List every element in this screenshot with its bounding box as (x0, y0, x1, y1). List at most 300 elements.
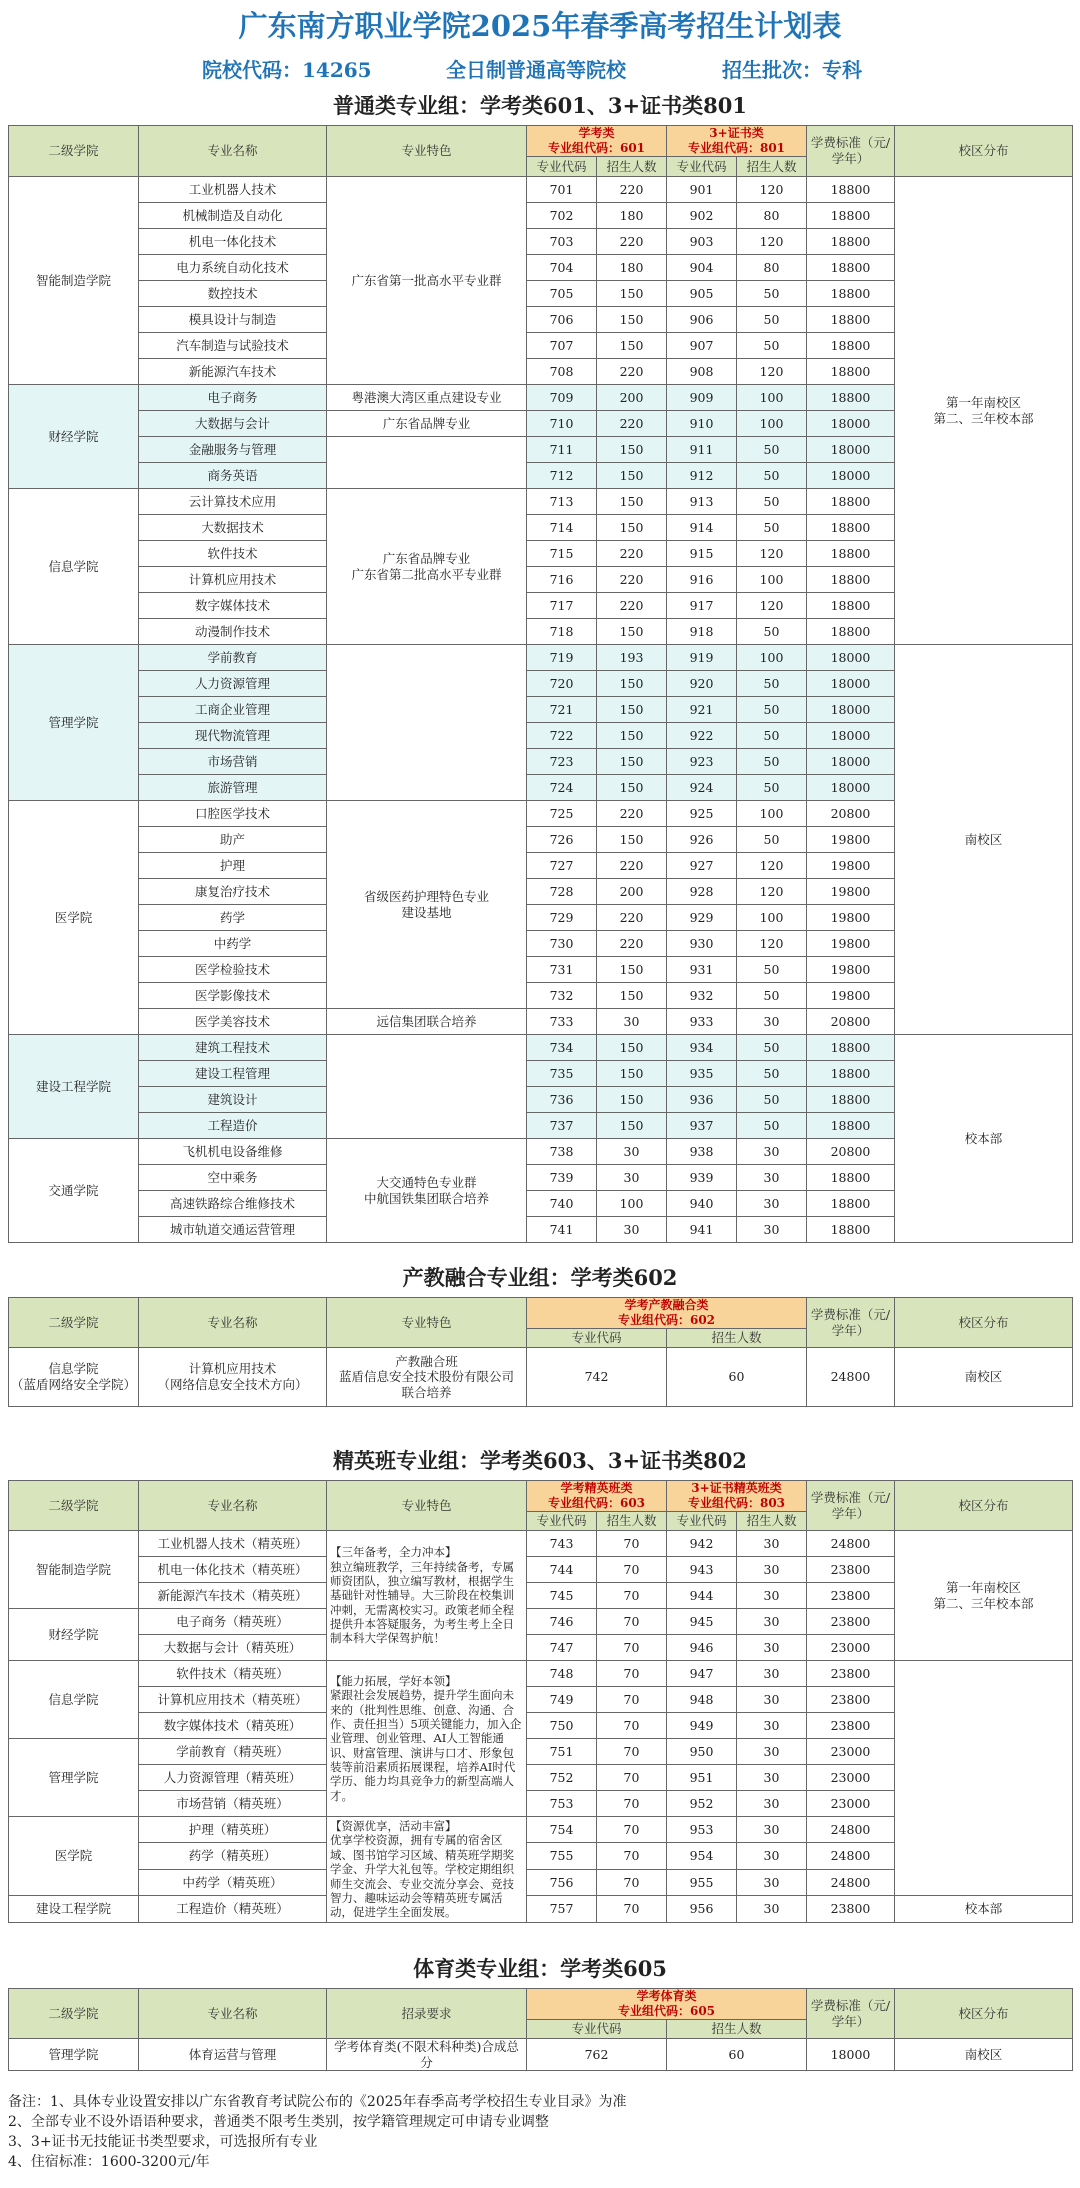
major-code: 754 (527, 1817, 597, 1843)
major-name: 大数据技术 (139, 515, 327, 541)
major-code: 747 (527, 1635, 597, 1661)
table-row (9, 1661, 1073, 1687)
enroll-count: 30 (597, 1139, 667, 1165)
tuition: 18800 (807, 229, 895, 255)
enroll-count: 70 (597, 1739, 667, 1765)
major-name: 机电一体化技术（精英班） (139, 1557, 327, 1583)
enroll-count: 150 (597, 957, 667, 983)
enroll-count: 70 (597, 1896, 667, 1922)
page-title: 广东南方职业学院2025年春季高考招生计划表 (238, 9, 842, 43)
major-code: 729 (527, 905, 597, 931)
enroll-count: 150 (597, 749, 667, 775)
major-code: 915 (667, 541, 737, 567)
enroll-count: 70 (597, 1817, 667, 1843)
tuition: 18800 (807, 541, 895, 567)
college-cell: 信息学院 （蓝盾网络安全学院） (9, 1348, 139, 1407)
major-feature: 【资源优享，活动丰富】 优享学校资源，拥有专属的宿舍区域、图书馆学习区域、精英班学期奖学金、升学大礼包等。学校定期组织师生交流会、专业交流分享会、竞技智力、趣味运动会等精英班专属活动，促进学生全面发展。 (327, 1817, 527, 1923)
college-cell: 财经学院 (9, 1609, 139, 1661)
major-require: 学考体育类(不限术科种类)合成总分 (327, 2039, 527, 2071)
major-code: 936 (667, 1087, 737, 1113)
college-cell: 管理学院 (9, 2039, 139, 2071)
tuition: 23000 (807, 1739, 895, 1765)
major-feature: 粤港澳大湾区重点建设专业 (327, 385, 527, 411)
enroll-count: 30 (737, 1843, 807, 1869)
college-cell: 信息学院 (9, 489, 139, 645)
enroll-count: 150 (597, 1087, 667, 1113)
major-name: 市场营销 (139, 749, 327, 775)
major-name: 人力资源管理（精英班） (139, 1765, 327, 1791)
enroll-count: 150 (597, 1113, 667, 1139)
major-code: 918 (667, 619, 737, 645)
col-header-count: 招生人数 (737, 1512, 807, 1531)
enroll-count: 50 (737, 671, 807, 697)
enroll-count: 150 (597, 827, 667, 853)
major-name: 医学美容技术 (139, 1009, 327, 1035)
major-code: 716 (527, 567, 597, 593)
major-code: 703 (527, 229, 597, 255)
enroll-count: 220 (597, 411, 667, 437)
enroll-count: 220 (597, 931, 667, 957)
tuition: 23800 (807, 1557, 895, 1583)
major-name: 助产 (139, 827, 327, 853)
col-header-count: 招生人数 (667, 2020, 807, 2039)
enroll-count: 30 (597, 1217, 667, 1243)
enroll-count: 50 (737, 307, 807, 333)
tuition: 23000 (807, 1635, 895, 1661)
table-industry (8, 1297, 1073, 1407)
major-name: 大数据与会计 (139, 411, 327, 437)
col-header-code: 专业代码 (527, 157, 597, 177)
enroll-count: 30 (737, 1217, 807, 1243)
major-code: 736 (527, 1087, 597, 1113)
table-row (9, 1035, 1073, 1061)
major-code: 750 (527, 1713, 597, 1739)
enroll-count: 50 (737, 1087, 807, 1113)
major-name: 建设工程管理 (139, 1061, 327, 1087)
college-cell: 建设工程学院 (9, 1896, 139, 1922)
major-name: 护理 (139, 853, 327, 879)
enroll-count: 150 (597, 281, 667, 307)
col-header-code: 专业代码 (667, 157, 737, 177)
major-name: 商务英语 (139, 463, 327, 489)
major-feature (327, 1035, 527, 1139)
enroll-count: 60 (667, 2039, 807, 2071)
enroll-batch: 招生批次：专科 (722, 58, 862, 82)
col-header-campus: 校区分布 (895, 1989, 1073, 2039)
major-code: 938 (667, 1139, 737, 1165)
major-feature (327, 645, 527, 801)
major-name: 电力系统自动化技术 (139, 255, 327, 281)
major-code: 955 (667, 1869, 737, 1895)
major-code: 704 (527, 255, 597, 281)
section3-heading: 精英班专业组：学考类603、3+证书类802 (333, 1448, 747, 1473)
major-code: 941 (667, 1217, 737, 1243)
enroll-count: 150 (597, 723, 667, 749)
major-feature: 【三年备考，全力冲本】 独立编班教学，三年持续备考，专属师资团队，独立编写教材，根据学生基础针对性辅导。大三阶段在校集训冲刺，无需离校实习。政策老师全程提供升本答疑服务，为考生考上全日制本科大学保驾护航！ (327, 1531, 527, 1661)
tuition: 23800 (807, 1609, 895, 1635)
major-name: 数字媒体技术 (139, 593, 327, 619)
major-feature: 产教融合班 蓝盾信息安全技术股份有限公司 联合培养 (327, 1348, 527, 1407)
enroll-count: 70 (597, 1765, 667, 1791)
major-code: 744 (527, 1557, 597, 1583)
major-name: 市场营销（精英班） (139, 1791, 327, 1817)
tuition: 18800 (807, 1191, 895, 1217)
major-code: 948 (667, 1687, 737, 1713)
major-code: 908 (667, 359, 737, 385)
enroll-count: 120 (737, 359, 807, 385)
major-name: 飞机机电设备维修 (139, 1139, 327, 1165)
tuition: 18800 (807, 1087, 895, 1113)
col-header-fee: 学费标准（元/学年） (807, 126, 895, 177)
table-ordinary (8, 125, 1073, 1243)
enroll-count: 150 (597, 489, 667, 515)
table-row (9, 177, 1073, 203)
group-header-601: 学考类 专业组代码：601 (527, 126, 667, 157)
school-info (0, 52, 1080, 88)
enroll-count: 50 (737, 281, 807, 307)
major-name: 工业机器人技术 (139, 177, 327, 203)
tuition: 18000 (807, 697, 895, 723)
major-code: 742 (527, 1348, 667, 1407)
campus-cell: 校本部 (895, 1035, 1073, 1243)
tuition: 18800 (807, 255, 895, 281)
tuition: 18800 (807, 307, 895, 333)
col-header-campus: 校区分布 (895, 1298, 1073, 1348)
enroll-count: 120 (737, 541, 807, 567)
enroll-count: 180 (597, 203, 667, 229)
tuition: 18000 (807, 2039, 895, 2071)
major-code: 954 (667, 1843, 737, 1869)
enroll-count: 30 (737, 1191, 807, 1217)
tuition: 20800 (807, 1139, 895, 1165)
major-name: 城市轨道交通运营管理 (139, 1217, 327, 1243)
major-code: 906 (667, 307, 737, 333)
major-code: 922 (667, 723, 737, 749)
tuition: 18000 (807, 463, 895, 489)
college-cell: 医学院 (9, 1817, 139, 1896)
major-code: 940 (667, 1191, 737, 1217)
tuition: 20800 (807, 801, 895, 827)
major-code: 937 (667, 1113, 737, 1139)
enroll-count: 70 (597, 1635, 667, 1661)
major-name: 口腔医学技术 (139, 801, 327, 827)
major-code: 739 (527, 1165, 597, 1191)
campus-cell: 南校区 (895, 645, 1073, 1035)
tuition: 23800 (807, 1687, 895, 1713)
major-code: 740 (527, 1191, 597, 1217)
major-code: 944 (667, 1583, 737, 1609)
enroll-count: 150 (597, 775, 667, 801)
enroll-count: 50 (737, 515, 807, 541)
enroll-count: 220 (597, 905, 667, 931)
col-header-code: 专业代码 (667, 1512, 737, 1531)
major-code: 913 (667, 489, 737, 515)
major-name: 电子商务 (139, 385, 327, 411)
table-row (9, 1896, 1073, 1922)
major-code: 901 (667, 177, 737, 203)
major-code: 749 (527, 1687, 597, 1713)
tuition: 23000 (807, 1765, 895, 1791)
enroll-count: 70 (597, 1713, 667, 1739)
enroll-count: 50 (737, 983, 807, 1009)
enroll-count: 220 (597, 593, 667, 619)
enroll-count: 30 (737, 1765, 807, 1791)
enroll-count: 30 (737, 1869, 807, 1895)
enroll-count: 50 (737, 723, 807, 749)
tuition: 18800 (807, 593, 895, 619)
major-code: 904 (667, 255, 737, 281)
major-code: 732 (527, 983, 597, 1009)
note-line: 4、住宿标准：1600-3200元/年 (8, 2154, 210, 2170)
major-name: 机电一体化技术 (139, 229, 327, 255)
enroll-count: 100 (737, 385, 807, 411)
major-name: 数控技术 (139, 281, 327, 307)
enroll-count: 220 (597, 853, 667, 879)
major-code: 923 (667, 749, 737, 775)
major-code: 925 (667, 801, 737, 827)
col-header-count: 招生人数 (597, 1512, 667, 1531)
major-name: 工程造价 (139, 1113, 327, 1139)
col-header-campus: 校区分布 (895, 1481, 1073, 1531)
major-name: 中药学 (139, 931, 327, 957)
major-code: 916 (667, 567, 737, 593)
campus-cell: 第一年南校区 第二、三年校本部 (895, 177, 1073, 645)
major-code: 926 (667, 827, 737, 853)
tuition: 18000 (807, 775, 895, 801)
major-name: 机械制造及自动化 (139, 203, 327, 229)
enroll-count: 30 (737, 1609, 807, 1635)
major-name: 药学 (139, 905, 327, 931)
major-code: 751 (527, 1739, 597, 1765)
major-code: 934 (667, 1035, 737, 1061)
major-name: 现代物流管理 (139, 723, 327, 749)
col-header-major: 专业名称 (139, 1989, 327, 2039)
enroll-count: 220 (597, 801, 667, 827)
major-code: 920 (667, 671, 737, 697)
campus-cell (895, 1661, 1073, 1896)
enroll-count: 30 (737, 1531, 807, 1557)
table-row (9, 645, 1073, 671)
tuition: 19800 (807, 983, 895, 1009)
major-code: 702 (527, 203, 597, 229)
major-code: 952 (667, 1791, 737, 1817)
college-cell: 管理学院 (9, 645, 139, 801)
major-code: 929 (667, 905, 737, 931)
tuition: 23800 (807, 1896, 895, 1922)
major-name: 中药学（精英班） (139, 1869, 327, 1895)
major-name: 云计算技术应用 (139, 489, 327, 515)
enroll-count: 30 (597, 1009, 667, 1035)
col-header-college: 二级学院 (9, 1298, 139, 1348)
major-code: 914 (667, 515, 737, 541)
major-code: 753 (527, 1791, 597, 1817)
tuition: 18800 (807, 385, 895, 411)
tuition: 18800 (807, 359, 895, 385)
col-header-fee: 学费标准（元/学年） (807, 1989, 895, 2039)
major-feature: 广东省品牌专业 广东省第二批高水平专业群 (327, 489, 527, 645)
col-header-code: 专业代码 (527, 1329, 667, 1348)
note-line: 备注：1、具体专业设置安排以广东省教育考试院公布的《2025年春季高考学校招生专业目录》为准 (8, 2094, 627, 2110)
enroll-count: 30 (737, 1817, 807, 1843)
col-header-college: 二级学院 (9, 1989, 139, 2039)
group-header-801: 3+证书类 专业组代码：801 (667, 126, 807, 157)
enroll-count: 200 (597, 879, 667, 905)
col-header-campus: 校区分布 (895, 126, 1073, 177)
tuition: 23800 (807, 1713, 895, 1739)
major-code: 903 (667, 229, 737, 255)
tuition: 24800 (807, 1348, 895, 1407)
major-name: 工程造价（精英班） (139, 1896, 327, 1922)
major-code: 933 (667, 1009, 737, 1035)
major-name: 康复治疗技术 (139, 879, 327, 905)
school-type: 全日制普通高等院校 (446, 58, 626, 82)
major-name: 学前教育（精英班） (139, 1739, 327, 1765)
enroll-count: 50 (737, 827, 807, 853)
college-cell: 管理学院 (9, 1739, 139, 1817)
col-header-count: 招生人数 (597, 157, 667, 177)
major-name: 高速铁路综合维修技术 (139, 1191, 327, 1217)
enroll-count: 50 (737, 463, 807, 489)
enroll-count: 150 (597, 307, 667, 333)
tuition: 18800 (807, 619, 895, 645)
major-code: 705 (527, 281, 597, 307)
major-code: 912 (667, 463, 737, 489)
major-feature: 远信集团联合培养 (327, 1009, 527, 1035)
major-code: 907 (667, 333, 737, 359)
major-code: 917 (667, 593, 737, 619)
major-name: 医学检验技术 (139, 957, 327, 983)
school-code: 院校代码：14265 (202, 58, 372, 82)
col-header-count: 招生人数 (737, 157, 807, 177)
major-name: 建筑工程技术 (139, 1035, 327, 1061)
major-name: 新能源汽车技术 (139, 359, 327, 385)
tuition: 18800 (807, 1165, 895, 1191)
major-name: 护理（精英班） (139, 1817, 327, 1843)
enroll-count: 50 (737, 489, 807, 515)
enroll-count: 100 (597, 1191, 667, 1217)
major-name: 动漫制作技术 (139, 619, 327, 645)
major-code: 724 (527, 775, 597, 801)
tuition: 18800 (807, 1061, 895, 1087)
group-header-803: 3+证书精英班类 专业组代码：803 (667, 1481, 807, 1512)
enroll-count: 60 (667, 1348, 807, 1407)
enroll-count: 50 (737, 437, 807, 463)
tuition: 18800 (807, 515, 895, 541)
tuition: 24800 (807, 1531, 895, 1557)
major-code: 942 (667, 1531, 737, 1557)
col-header-fee: 学费标准（元/学年） (807, 1481, 895, 1531)
enroll-count: 50 (737, 775, 807, 801)
major-name: 人力资源管理 (139, 671, 327, 697)
enroll-count: 100 (737, 801, 807, 827)
enroll-count: 50 (737, 1061, 807, 1087)
major-name: 工商企业管理 (139, 697, 327, 723)
tuition: 18800 (807, 281, 895, 307)
enroll-count: 220 (597, 177, 667, 203)
major-code: 728 (527, 879, 597, 905)
tuition: 18000 (807, 411, 895, 437)
tuition: 19800 (807, 957, 895, 983)
major-code: 719 (527, 645, 597, 671)
major-name: 医学影像技术 (139, 983, 327, 1009)
major-code: 919 (667, 645, 737, 671)
major-code: 709 (527, 385, 597, 411)
major-feature: 大交通特色专业群 中航国铁集团联合培养 (327, 1139, 527, 1243)
col-header-major: 专业名称 (139, 126, 327, 177)
enroll-count: 120 (737, 593, 807, 619)
major-code: 735 (527, 1061, 597, 1087)
college-cell: 信息学院 (9, 1661, 139, 1739)
enroll-count: 100 (737, 567, 807, 593)
major-name: 建筑设计 (139, 1087, 327, 1113)
major-code: 717 (527, 593, 597, 619)
enroll-count: 120 (737, 229, 807, 255)
major-feature: 广东省品牌专业 (327, 411, 527, 437)
enroll-count: 50 (737, 749, 807, 775)
enroll-count: 150 (597, 515, 667, 541)
enroll-count: 30 (737, 1635, 807, 1661)
major-name: 新能源汽车技术（精英班） (139, 1583, 327, 1609)
enroll-count: 70 (597, 1557, 667, 1583)
campus-cell: 校本部 (895, 1896, 1073, 1922)
enroll-count: 70 (597, 1869, 667, 1895)
major-name: 体育运营与管理 (139, 2039, 327, 2071)
major-name: 计算机应用技术 (139, 567, 327, 593)
enroll-count: 30 (737, 1661, 807, 1687)
major-name: 计算机应用技术 （网络信息安全技术方向） (139, 1348, 327, 1407)
enroll-count: 200 (597, 385, 667, 411)
enroll-count: 50 (737, 619, 807, 645)
campus-cell: 第一年南校区 第二、三年校本部 (895, 1531, 1073, 1661)
tuition: 18800 (807, 567, 895, 593)
enroll-count: 220 (597, 229, 667, 255)
tuition: 18000 (807, 723, 895, 749)
major-name: 金融服务与管理 (139, 437, 327, 463)
major-code: 755 (527, 1843, 597, 1869)
major-code: 743 (527, 1531, 597, 1557)
enroll-count: 30 (737, 1713, 807, 1739)
enroll-count: 70 (597, 1609, 667, 1635)
table-elite (8, 1480, 1073, 1923)
major-code: 949 (667, 1713, 737, 1739)
major-code: 943 (667, 1557, 737, 1583)
enroll-count: 150 (597, 437, 667, 463)
tuition: 23800 (807, 1661, 895, 1687)
major-name: 空中乘务 (139, 1165, 327, 1191)
enroll-count: 30 (737, 1009, 807, 1035)
enroll-count: 70 (597, 1791, 667, 1817)
major-code: 757 (527, 1896, 597, 1922)
enroll-count: 50 (737, 957, 807, 983)
major-feature: 广东省第一批高水平专业群 (327, 177, 527, 385)
major-code: 928 (667, 879, 737, 905)
major-feature (327, 437, 527, 489)
enroll-count: 70 (597, 1687, 667, 1713)
enroll-count: 30 (597, 1165, 667, 1191)
tuition: 18000 (807, 671, 895, 697)
college-cell: 智能制造学院 (9, 1531, 139, 1609)
enroll-count: 150 (597, 1061, 667, 1087)
tuition: 19800 (807, 853, 895, 879)
major-code: 921 (667, 697, 737, 723)
col-header-major: 专业名称 (139, 1481, 327, 1531)
major-code: 730 (527, 931, 597, 957)
enroll-count: 150 (597, 619, 667, 645)
major-code: 713 (527, 489, 597, 515)
tuition: 18800 (807, 1217, 895, 1243)
major-code: 756 (527, 1869, 597, 1895)
major-code: 946 (667, 1635, 737, 1661)
